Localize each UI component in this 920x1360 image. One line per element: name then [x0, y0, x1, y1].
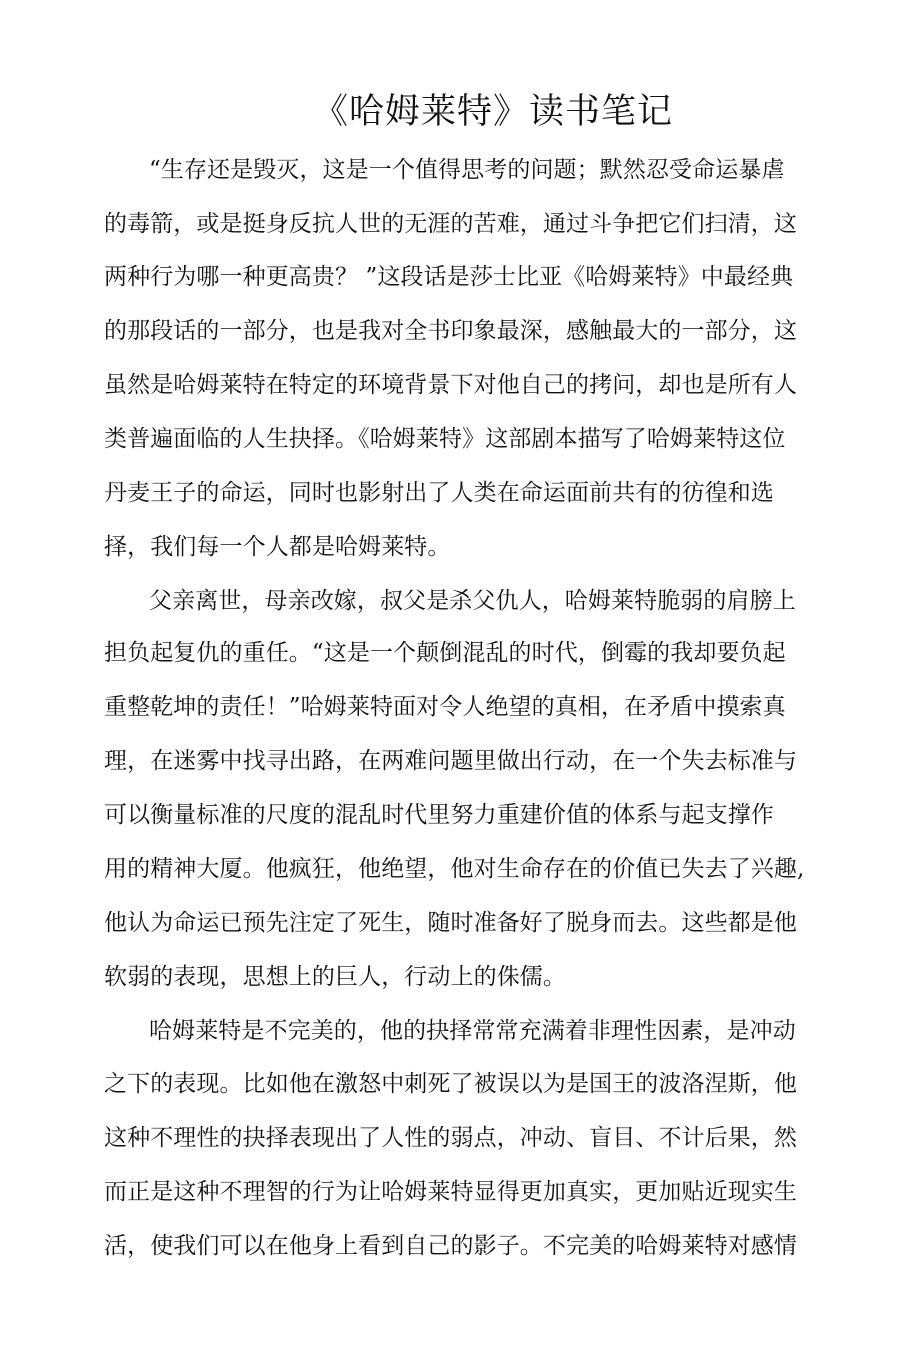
text-line: 择，我们每一个人都是哈姆莱特。	[104, 534, 451, 560]
text-line: 用的精神大厦。他疯狂，他绝望，他对生命存在的价值已失去了兴趣,	[104, 856, 805, 882]
text-line: 理，在迷雾中找寻出路，在两难问题里做出行动，在一个失去标准与	[104, 748, 797, 774]
text-line: 活，使我们可以在他身上看到自己的影子。不完美的哈姆莱特对感情	[104, 1233, 797, 1259]
text-line: 他认为命运已预先注定了死生，随时准备好了脱身而去。这些都是他	[104, 910, 797, 936]
text-line: 的毒箭，或是挺身反抗人世的无涯的苦难，通过斗争把它们扫清，这	[104, 211, 797, 237]
text-line: 之下的表现。比如他在激怒中刺死了被误以为是国王的波洛涅斯，他	[104, 1071, 797, 1097]
text-line: 父亲离世，母亲改嫁，叔父是杀父仇人，哈姆莱特脆弱的肩膀上	[149, 588, 796, 614]
text-line: 丹麦王子的命运，同时也影射出了人类在命运面前共有的彷徨和选	[104, 480, 774, 506]
text-line: 担负起复仇的重任。“这是一个颠倒混乱的时代，倒霉的我却要负起	[104, 640, 786, 666]
text-line: 两种行为哪一种更高贵？ ”这段话是莎士比亚《哈姆莱特》中最经典	[104, 264, 794, 290]
document-title: 《哈姆莱特》读书笔记	[312, 92, 673, 132]
text-line: 软弱的表现，思想上的巨人，行动上的侏儒。	[104, 964, 566, 990]
text-line: 而正是这种不理智的行为让哈姆莱特显得更加真实，更加贴近现实生	[104, 1179, 797, 1205]
text-line: 类普遍面临的人生抉择。《哈姆莱特》这部剧本描写了哈姆莱特这位	[104, 426, 786, 452]
text-line: 的那段话的一部分，也是我对全书印象最深，感触最大的一部分，这	[104, 318, 797, 344]
text-line: “生存还是毁灭，这是一个值得思考的问题；默然忍受命运暴虐	[149, 157, 785, 183]
text-line: 重整乾坤的责任！”哈姆莱特面对令人绝望的真相，在矛盾中摸索真	[104, 694, 786, 720]
text-line: 可以衡量标准的尺度的混乱时代里努力重建价值的体系与起支撑作	[104, 802, 774, 828]
text-line: 哈姆莱特是不完美的，他的抉择常常充满着非理性因素，是冲动	[149, 1018, 796, 1044]
text-line: 虽然是哈姆莱特在特定的环境背景下对他自己的拷问，却也是所有人	[104, 372, 797, 398]
text-line: 这种不理性的抉择表现出了人性的弱点，冲动、盲目、不计后果，然	[104, 1125, 797, 1151]
